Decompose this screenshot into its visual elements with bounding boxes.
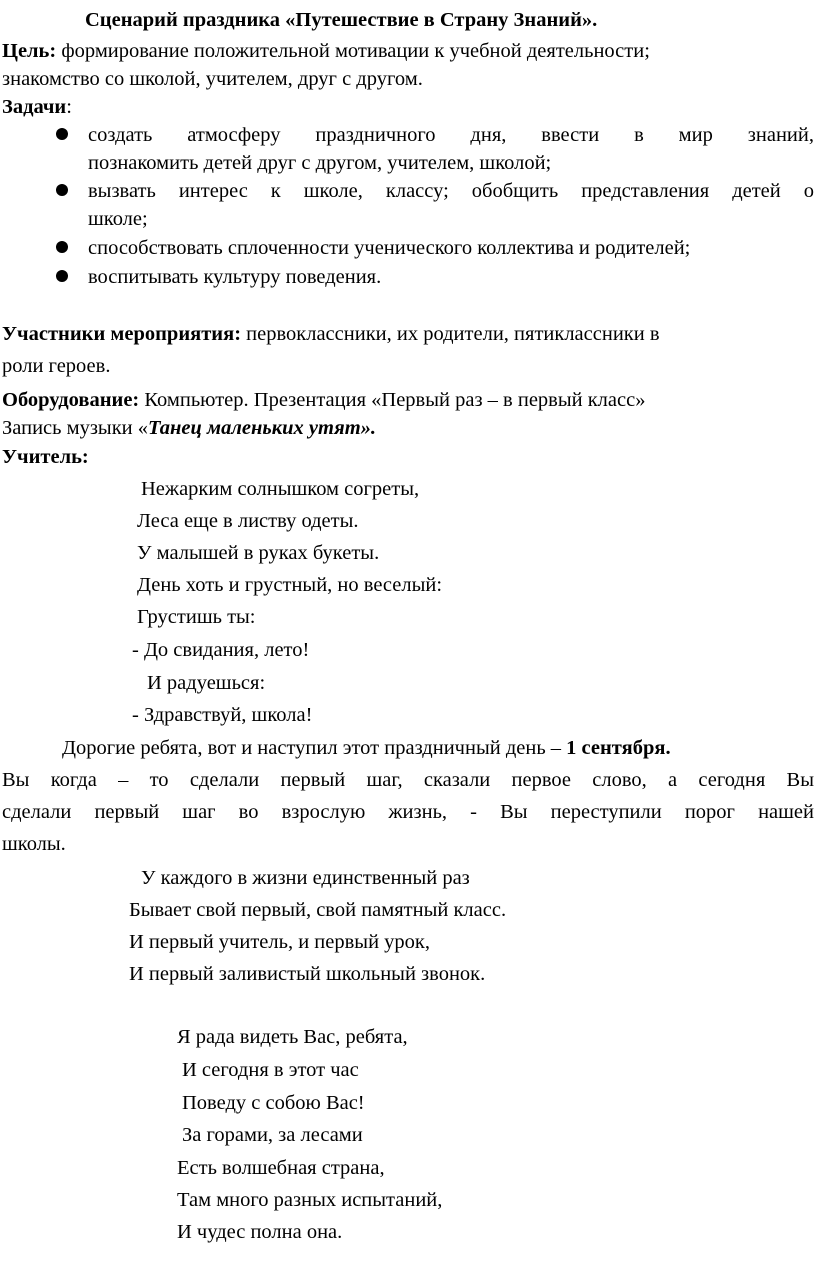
task-item-4-line-1: воспитывать культуру поведения. xyxy=(88,266,382,288)
task-item-3-line-1: способствовать сплоченности ученического коллектива и родителей; xyxy=(88,237,691,259)
poem-2-line-3: И первый учитель, и первый урок, xyxy=(129,931,431,953)
document-title: Сценарий праздника «Путешествие в Страну Знаний». xyxy=(85,9,598,31)
poem-1-line-4: День хоть и грустный, но веселый: xyxy=(137,574,443,596)
poem-3-line-3: Поведу с собою Вас! xyxy=(182,1092,365,1114)
speech-date: 1 сентября. xyxy=(566,737,671,759)
poem-1-line-6: - До свидания, лето! xyxy=(132,639,310,661)
goal-label: Цель: xyxy=(2,40,57,62)
speech-line-2: Вы когда – то сделали первый шаг, сказали первое слово, а сегодня Вы xyxy=(2,769,814,791)
music-prefix: Запись музыки « xyxy=(2,417,149,439)
equipment-line xyxy=(2,390,645,411)
poem-3-line-5: Есть волшебная страна, xyxy=(177,1157,385,1179)
tasks-colon: : xyxy=(66,96,72,118)
tasks-heading xyxy=(2,97,72,118)
poem-3-line-7: И чудес полна она. xyxy=(177,1221,343,1243)
poem-2-line-2: Бывает свой первый, свой памятный класс. xyxy=(129,899,507,921)
task-item-1-line-1: создать атмосферу праздничного дня, ввести в мир знаний, xyxy=(88,124,814,146)
bullet-icon xyxy=(56,270,68,282)
music-line xyxy=(2,418,376,439)
participants-label: Участники мероприятия: xyxy=(2,323,242,345)
poem-1-line-1: Нежарким солнышком согреты, xyxy=(141,478,420,500)
poem-1-line-3: У малышей в руках букеты. xyxy=(137,542,380,564)
poem-1-line-5: Грустишь ты: xyxy=(137,606,256,628)
bullet-icon xyxy=(56,184,68,196)
goal-line-2: знакомство со школой, учителем, друг с другом. xyxy=(2,68,423,90)
teacher-label: Учитель: xyxy=(2,446,89,468)
task-item-1-line-2: познакомить детей друг с другом, учителем, школой; xyxy=(88,152,552,174)
task-item-2-line-2: школе; xyxy=(88,208,148,230)
task-item-2-line-1: вызвать интерес к школе, классу; обобщить представления детей о xyxy=(88,180,814,202)
poem-3-line-6: Там много разных испытаний, xyxy=(177,1189,443,1211)
goal-line-1 xyxy=(2,41,650,62)
goal-text-1: формирование положительной мотивации к учебной деятельности; xyxy=(56,40,650,62)
bullet-icon xyxy=(56,128,68,140)
participants-line-2: роли героев. xyxy=(2,355,111,377)
poem-3-line-2: И сегодня в этот час xyxy=(182,1059,359,1081)
participants-text-1: первоклассники, их родители, пятиклассники в xyxy=(241,323,660,345)
poem-2-line-4: И первый заливистый школьный звонок. xyxy=(129,963,486,985)
tasks-label: Задачи xyxy=(2,96,67,118)
poem-3-line-1: Я рада видеть Вас, ребята, xyxy=(177,1026,408,1048)
poem-1-line-8: - Здравствуй, школа! xyxy=(132,704,313,726)
speech-line-4: школы. xyxy=(2,833,66,855)
poem-2-line-1: У каждого в жизни единственный раз xyxy=(141,867,470,889)
equipment-text: Компьютер. Презентация «Первый раз – в первый класс» xyxy=(139,389,646,411)
speech-text-1: Дорогие ребята, вот и наступил этот праздничный день – xyxy=(62,737,567,759)
speech-line-3: сделали первый шаг во взрослую жизнь, - Вы переступили порог нашей xyxy=(2,801,814,823)
speech-line-1 xyxy=(62,738,671,759)
bullet-icon xyxy=(56,241,68,253)
participants-line-1 xyxy=(2,324,660,345)
music-title: Танец маленьких утят». xyxy=(148,417,377,439)
poem-1-line-7: И радуешься: xyxy=(147,672,266,694)
equipment-label: Оборудование: xyxy=(2,389,140,411)
poem-1-line-2: Леса еще в листву одеты. xyxy=(137,510,359,532)
poem-3-line-4: За горами, за лесами xyxy=(182,1124,363,1146)
